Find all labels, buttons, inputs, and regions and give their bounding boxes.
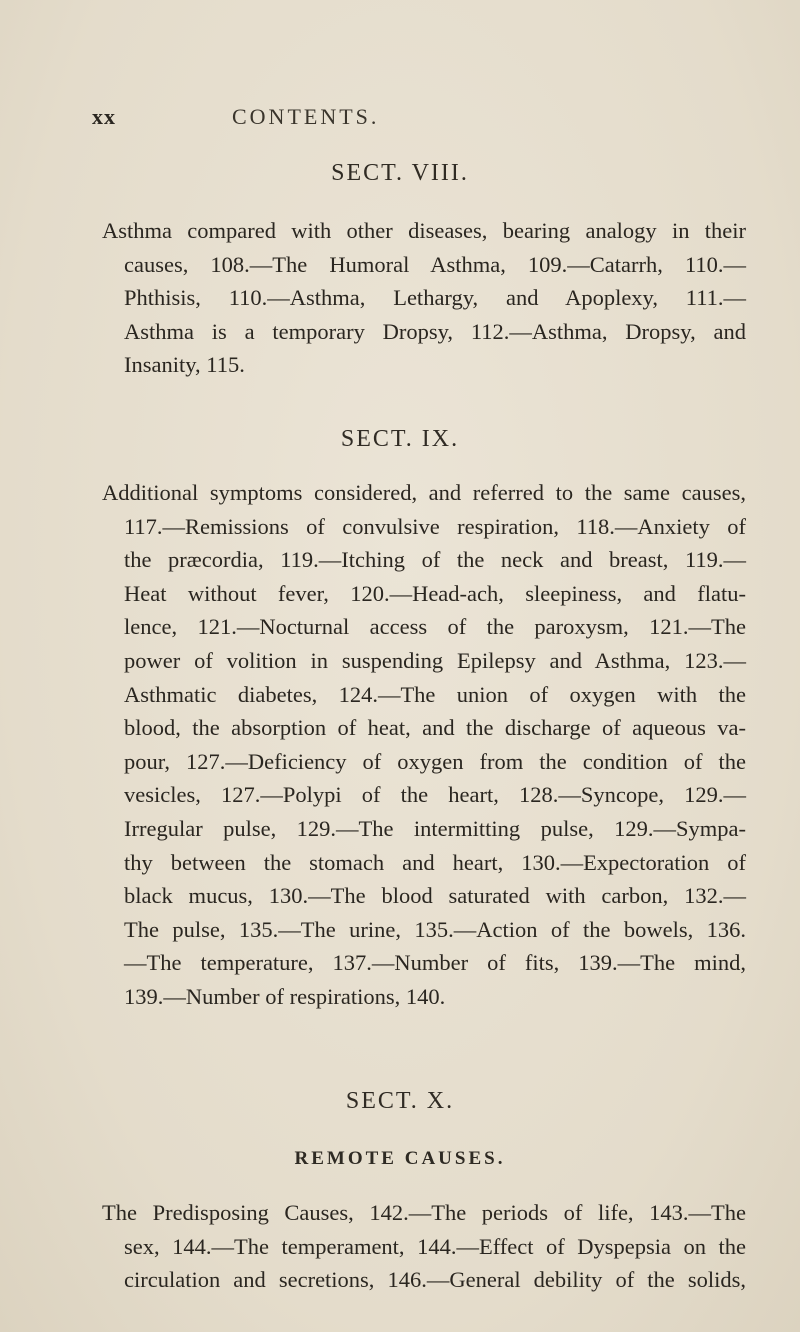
running-head <box>92 104 732 134</box>
text-line: The Predisposing Causes, 142.—The periods of life, 143.—The <box>102 1200 746 1225</box>
section-x-text <box>102 1196 746 1297</box>
text-line: Asthmatic diabetes, 124.—The union of oxygen with the <box>124 681 746 707</box>
text-line: pour, 127.—Deficiency of oxygen from the condition of the <box>124 748 746 774</box>
section-viii-text <box>102 214 746 382</box>
running-title: CONTENTS. <box>232 104 380 129</box>
section-heading-ix: SECT. IX. <box>340 426 460 452</box>
text-line: power of volition in suspending Epilepsy and Asthma, 123.— <box>124 647 746 673</box>
text-line: vesicles, 127.—Polypi of the heart, 128.—Syncope, 129.— <box>124 782 746 808</box>
text-line: the præcordia, 119.—Itching of the neck and breast, 119.— <box>124 547 746 573</box>
text-line: blood, the absorption of heat, and the discharge of aqueous va- <box>124 715 746 741</box>
text-line: Irregular pulse, 129.—The intermitting pulse, 129.—Sympa- <box>124 815 746 841</box>
text-line: The pulse, 135.—The urine, 135.—Action of the bowels, 136. <box>124 916 746 942</box>
section-ix-text <box>102 476 746 1014</box>
section-x-subheading: REMOTE CAUSES. <box>294 1148 506 1169</box>
text-line: Heat without fever, 120.—Head-ach, sleepiness, and flatu- <box>124 580 746 606</box>
text-line: thy between the stomach and heart, 130.—Expectoration of <box>124 849 746 875</box>
text-line: Asthma compared with other diseases, bearing analogy in their <box>102 218 746 243</box>
section-heading-x: SECT. X. <box>345 1088 455 1114</box>
text-line: 139.—Number of respirations, 140. <box>124 983 446 1009</box>
text-line: 117.—Remissions of convulsive respiration, 118.—Anxiety of <box>124 513 746 539</box>
page-number: xx <box>92 104 116 129</box>
text-line: Insanity, 115. <box>124 352 245 378</box>
text-line: Additional symptoms considered, and referred to the same causes, <box>102 480 746 505</box>
text-line: sex, 144.—The temperament, 144.—Effect of Dyspepsia on the <box>124 1233 746 1259</box>
text-line: black mucus, 130.—The blood saturated with carbon, 132.— <box>124 883 746 909</box>
text-line: Phthisis, 110.—Asthma, Lethargy, and Apoplexy, 111.— <box>124 285 746 311</box>
text-line: causes, 108.—The Humoral Asthma, 109.—Catarrh, 110.— <box>124 251 746 277</box>
text-line: lence, 121.—Nocturnal access of the paroxysm, 121.—The <box>124 614 746 640</box>
section-heading-viii: SECT. VIII. <box>331 160 469 186</box>
text-line: —The temperature, 137.—Number of fits, 139.—The mind, <box>124 950 746 976</box>
text-line: circulation and secretions, 146.—General debility of the solids, <box>124 1267 746 1293</box>
text-line: Asthma is a temporary Dropsy, 112.—Asthma, Dropsy, and <box>124 318 746 344</box>
